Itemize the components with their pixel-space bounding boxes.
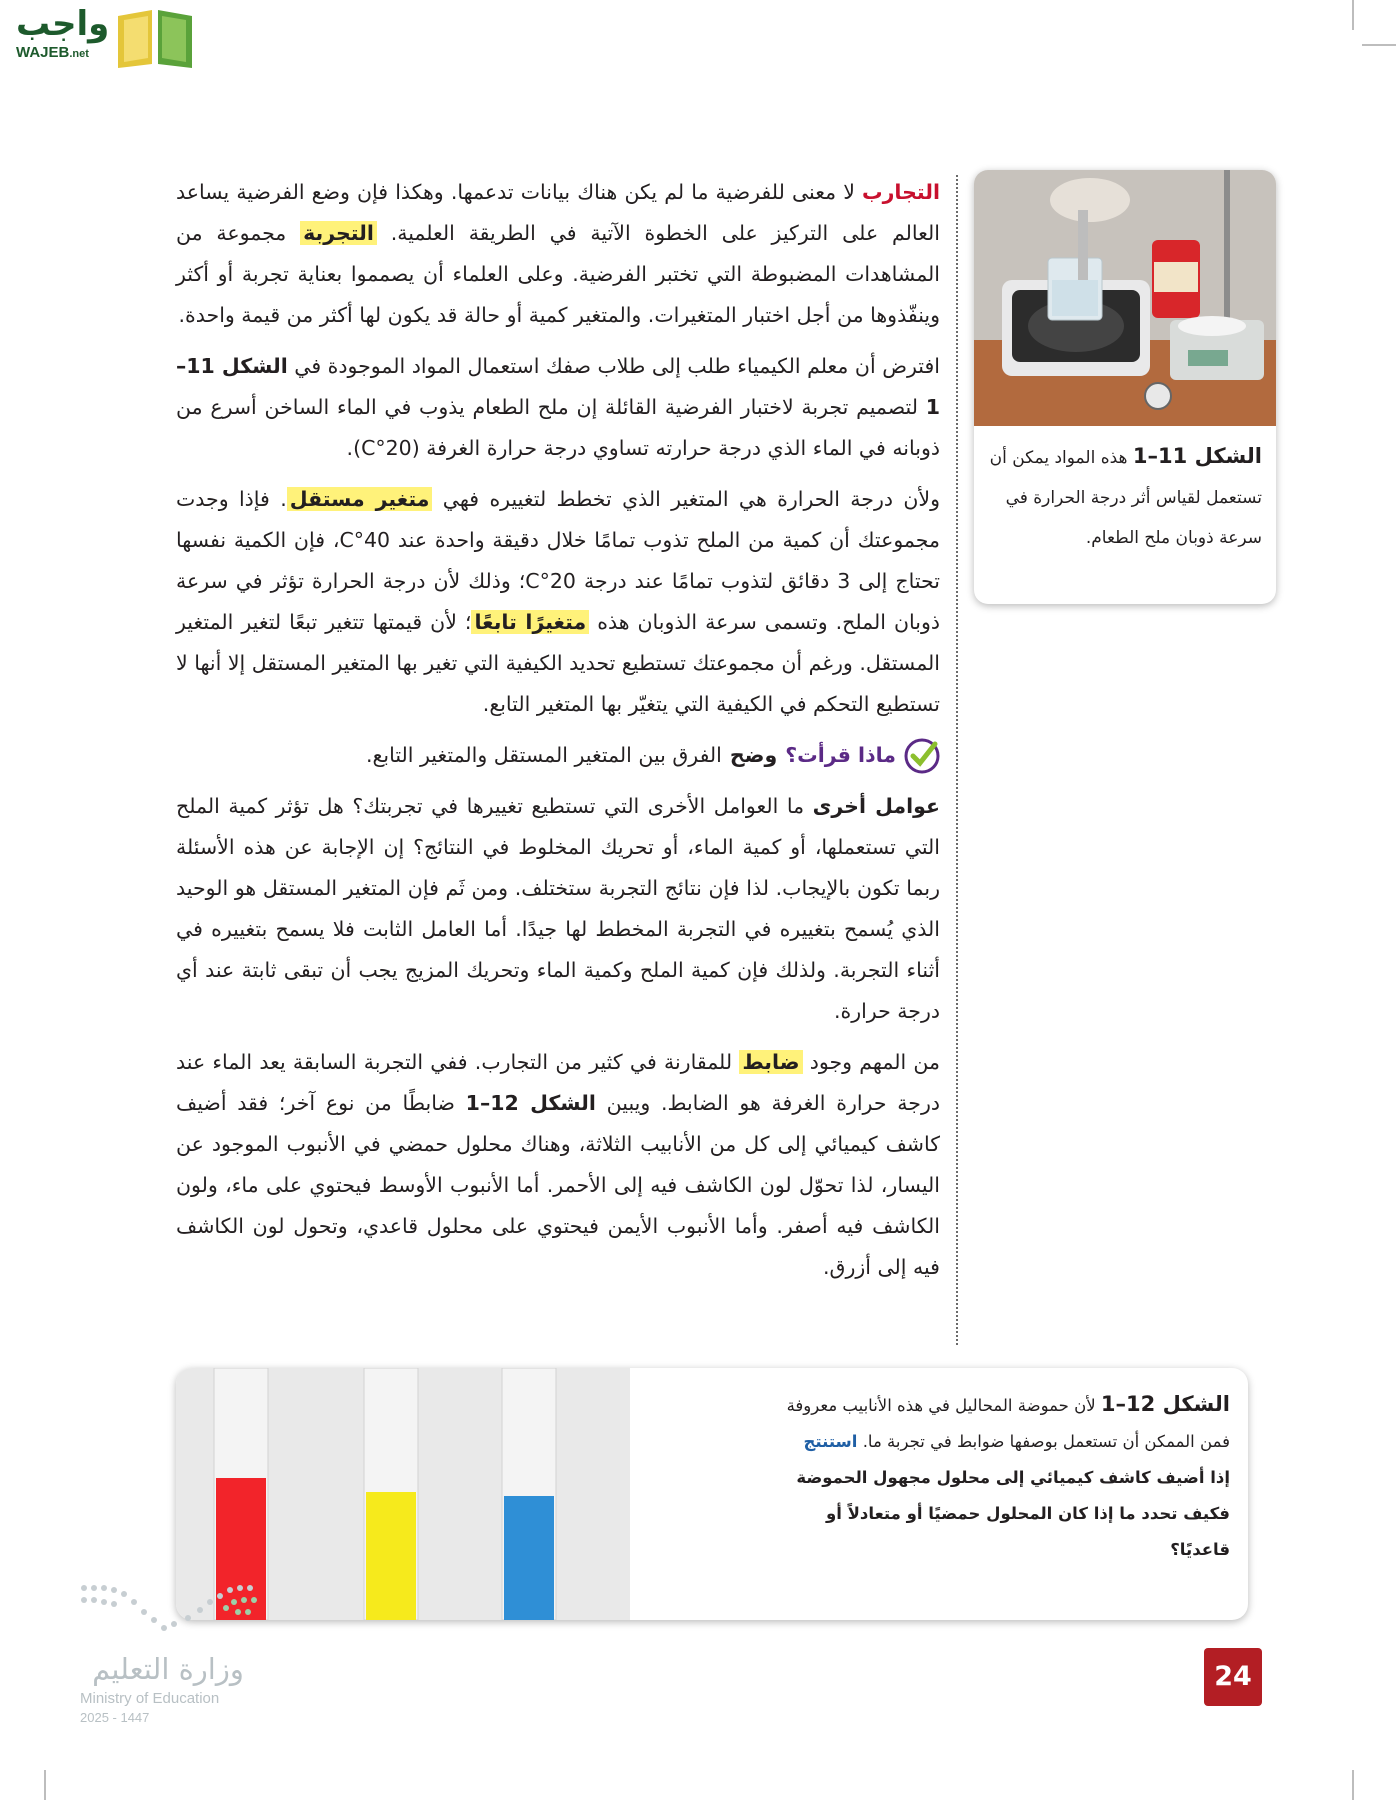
figure-12-label: الشكل 12–1 bbox=[1100, 1392, 1230, 1416]
figure-12-reference[interactable]: الشكل 12–1 bbox=[465, 1091, 596, 1115]
p5-text-1: من المهم وجود bbox=[809, 1050, 940, 1074]
figure-11-reference[interactable]: الشكل 11–1 bbox=[176, 354, 940, 419]
logo-arabic: واجب bbox=[16, 4, 110, 44]
p3-text-1: ولأن درجة الحرارة هي المتغير الذي تخطط لتغييره فهي bbox=[442, 487, 940, 511]
ministry-english: Ministry of Education bbox=[80, 1690, 220, 1707]
logo-en-name: WAJEB bbox=[16, 44, 70, 61]
paragraph-control bbox=[176, 1042, 940, 1288]
lab-photo bbox=[974, 170, 1276, 426]
page-number: 24 bbox=[1204, 1648, 1262, 1706]
logo-en-suffix: .net bbox=[69, 48, 89, 60]
term-independent-variable: متغير مستقل bbox=[287, 487, 433, 511]
tube-blue bbox=[504, 1496, 554, 1620]
crop-mark bbox=[44, 1770, 46, 1800]
crop-mark bbox=[1352, 1770, 1354, 1800]
paragraph-other-factors bbox=[176, 786, 940, 1032]
reading-check-verb: وضح bbox=[729, 743, 778, 767]
figure-11-caption-text: هذه المواد يمكن أن تستعمل لقياس أثر درجة الحرارة في سرعة ذوبان ملح الطعام. bbox=[989, 448, 1262, 548]
term-experiments: التجارب bbox=[862, 180, 940, 204]
figure-12-caption bbox=[786, 1386, 1230, 1568]
conclude-label: استنتج bbox=[803, 1432, 858, 1451]
paragraph-experiments bbox=[176, 172, 940, 336]
term-other-factors: عوامل أخرى bbox=[812, 794, 940, 818]
p1-text-2: مجموعة من المشاهدات المضبوطة التي تختبر الفرضية. وعلى العلماء أن يصمموا بعناية تجربة أو أكثر وينفّذوها من أجل اختبار المتغيرات. والمتغير كمية أو حالة قد يكون لها أكثر من قيمة واحدة. bbox=[176, 221, 940, 327]
main-text-column bbox=[176, 172, 940, 1298]
p2-end: . bbox=[346, 436, 354, 460]
logo-english bbox=[16, 44, 89, 61]
checkmark-icon bbox=[904, 738, 940, 774]
figure-12 bbox=[176, 1368, 1248, 1620]
reading-check-text: الفرق بين المتغير المستقل والمتغير التابع. bbox=[365, 743, 722, 767]
column-divider bbox=[956, 175, 958, 1345]
p5-text-2: للمقارنة في كثير من التجارب. ففي التجربة السابقة يعد الماء عند درجة حرارة الغرفة هو الضابط. ويبين bbox=[176, 1050, 940, 1115]
ministry-logo bbox=[78, 1578, 258, 1728]
crop-mark bbox=[1352, 0, 1354, 30]
tube-yellow bbox=[366, 1492, 416, 1620]
figure-11-caption bbox=[974, 426, 1276, 568]
open-book-icon bbox=[114, 6, 196, 68]
figure-11-label: الشكل 11–1 bbox=[1132, 444, 1262, 468]
crop-mark bbox=[1362, 44, 1396, 46]
conclude-question: إذا أضيف كاشف كيميائي إلى محلول مجهول الحموضة فكيف تحدد ما إذا كان المحلول حمضيًا أو متعادلاً أو قاعديًا؟ bbox=[796, 1468, 1230, 1559]
term-control: ضابط bbox=[739, 1050, 802, 1074]
p3-text-2: . فإذا وجدت مجموعتك أن كمية من الملح تذوب تمامًا خلال دقيقة واحدة عند 40°C، فإن الكمية نفسها تحتاج إلى 3 دقائق لتذوب تمامًا عند درجة 20°C؛ وذلك لأن درجة الحرارة تؤثر في سرعة ذوبان الملح. وتسمى سرعة الذوبان هذه bbox=[176, 487, 940, 634]
ministry-dots-icon bbox=[78, 1578, 258, 1648]
wajeb-logo[interactable] bbox=[8, 4, 193, 70]
figure-11 bbox=[974, 170, 1276, 604]
ministry-arabic: وزارة التعليم bbox=[92, 1652, 244, 1686]
p2-temperature: (20°C) bbox=[353, 436, 420, 460]
paragraph-hypothesis-test bbox=[176, 346, 940, 469]
term-experiment: التجربة bbox=[300, 221, 377, 245]
ministry-year: 2025 - 1447 bbox=[80, 1710, 150, 1725]
p2-text-2: لتصميم تجربة لاختبار الفرضية القائلة إن ملح الطعام يذوب في الماء الساخن أسرع من ذوبانه في الماء الذي درجة حرارته تساوي درجة حرارة الغرفة bbox=[176, 395, 940, 460]
p1-text-1: لا معنى للفرضية ما لم يكن هناك بيانات تدعمها. وهكذا فإن وضع الفرضية يساعد العالم على التركيز على الخطوة الآتية في الطريقة العلمية. bbox=[176, 180, 940, 245]
reading-check-label: ماذا قرأت؟ bbox=[785, 743, 896, 767]
reading-check bbox=[176, 735, 940, 776]
p5-text-3: ضابطًا من نوع آخر؛ فقد أضيف كاشف كيميائي إلى كل من الأنابيب الثلاثة، وهناك محلول حمضي في الأنبوب الموجود عن اليسار، لذا تحوّل لون الكاشف فيه إلى الأحمر. أما الأنبوب الأوسط فيحتوي على ماء، ولون الكاشف فيه أصفر. وأما الأنبوب الأيمن فيحتوي على محلول قاعدي، وتحول لون الكاشف فيه إلى أزرق. bbox=[176, 1091, 940, 1279]
p2-text-1: افترض أن معلم الكيمياء طلب إلى طلاب صفك استعمال المواد الموجودة في bbox=[294, 354, 940, 378]
p3-text-3: ؛ لأن قيمتها تتغير تبعًا لتغير المتغير المستقل. ورغم أن مجموعتك تستطيع تحديد الكيفية التي تغير بها المتغير المستقل إلا أنها لا تستطيع التحكم في الكيفية التي يتغيّر بها المتغير التابع. bbox=[176, 610, 940, 716]
paragraph-variables bbox=[176, 479, 940, 725]
term-dependent-variable: متغيرًا تابعًا bbox=[471, 610, 589, 634]
figure-12-caption-text: لأن حموضة المحاليل في هذه الأنابيب معروفة فمن الممكن أن تستعمل بوصفها ضوابط في تجربة ما. bbox=[786, 1396, 1230, 1451]
p4-text: ما العوامل الأخرى التي تستطيع تغييرها في تجربتك؟ هل تؤثر كمية الملح التي تستعملها، أو كمية الماء، أو تحريك المخلوط في النتائج؟ إن الإجابة عن هذه الأسئلة ربما تكون بالإيجاب. لذا فإن نتائج التجربة ستختلف. ومن ثَم فإن المتغير المستقل هو الوحيد الذي يُسمح بتغييره في التجربة المخطط لها جيدًا. أما العامل الثابت فلا يسمح بتغييره في أثناء التجربة. ولذلك فإن كمية الملح وكمية الماء وتحريك المزيج يجب أن تبقى ثابتة عند أي درجة حرارة. bbox=[176, 794, 940, 1023]
